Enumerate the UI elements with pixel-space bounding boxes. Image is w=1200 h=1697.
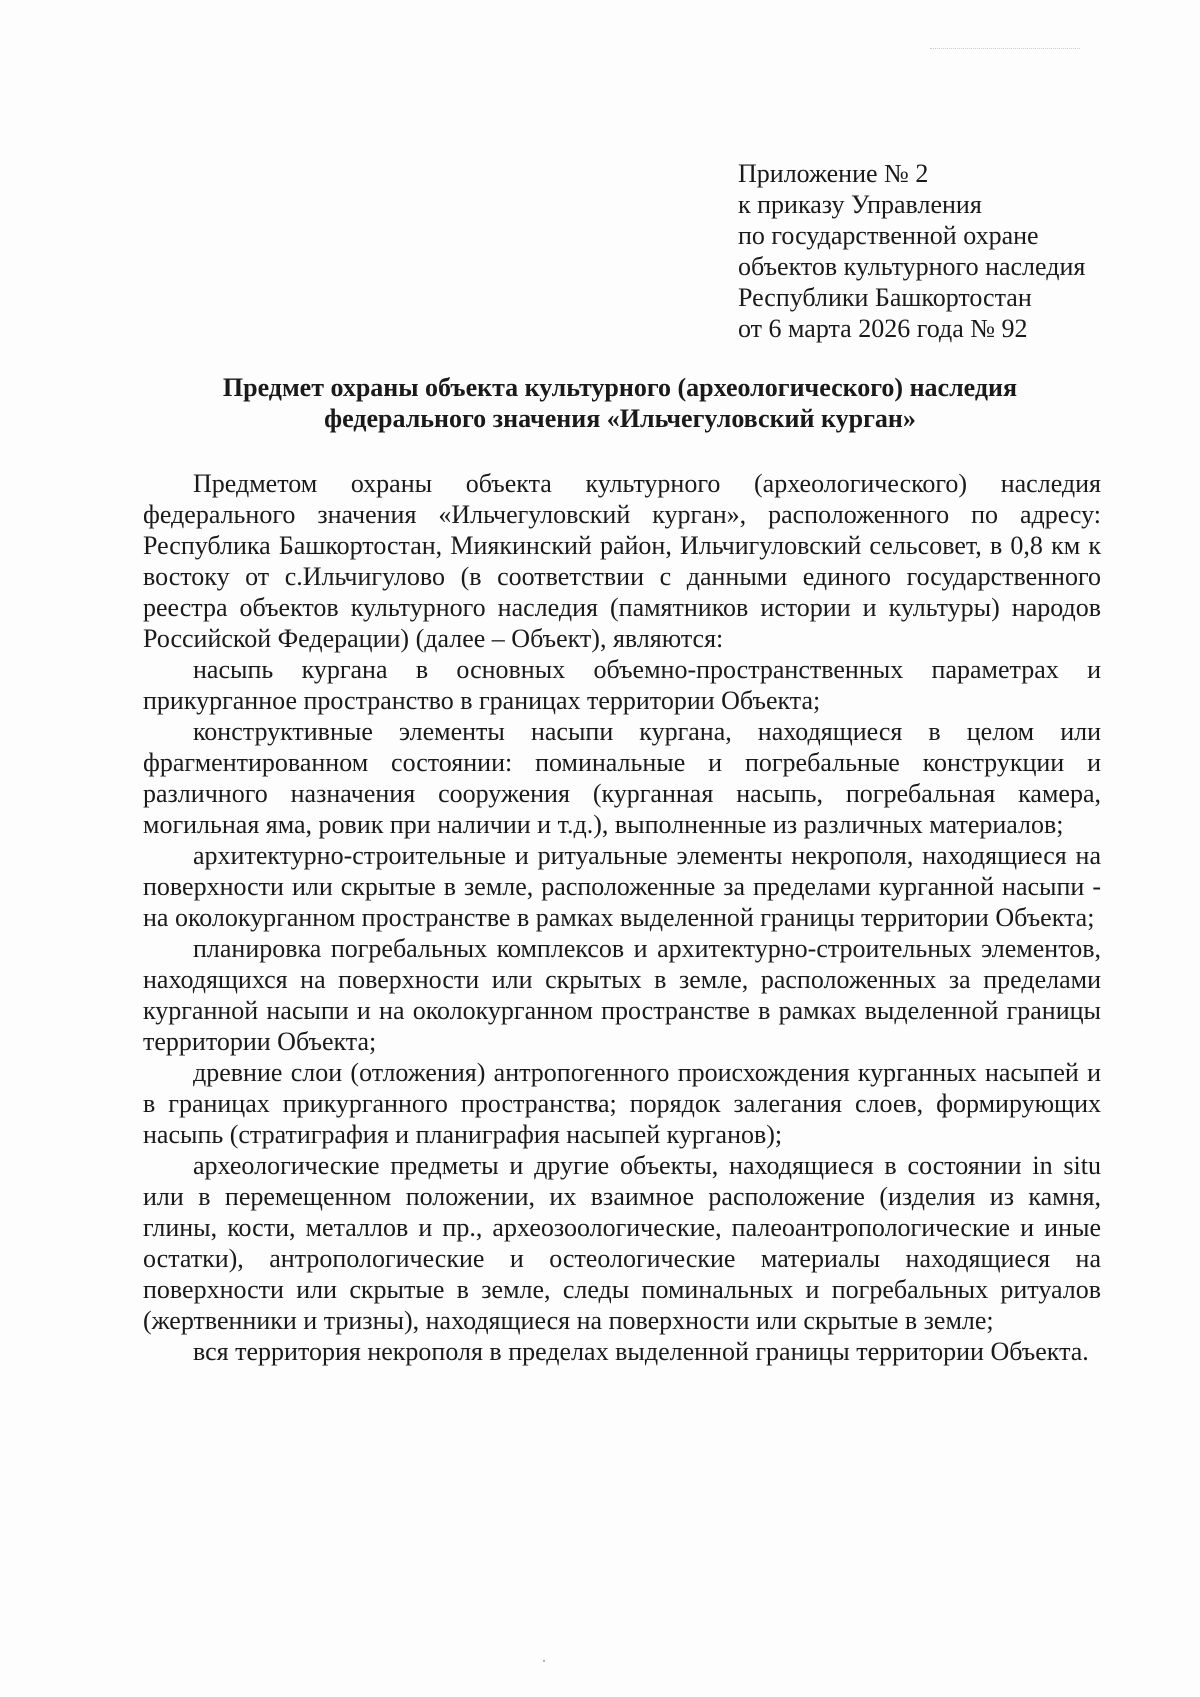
- appendix-line: к приказу Управления: [738, 190, 982, 219]
- scan-artifact-dot: [543, 1660, 545, 1662]
- appendix-line: по государственной охране: [738, 221, 1039, 250]
- appendix-line: Республики Башкортостан: [738, 283, 1032, 312]
- appendix-line: объектов культурного наследия: [738, 252, 1086, 281]
- document-title: [140, 372, 1100, 434]
- title-line: федерального значения «Ильчегуловский курган»: [324, 404, 916, 433]
- list-item: древние слои (отложения) антропогенного происхождения курганных насыпей и в границах прикурганного пространства; порядок залегания слоев, формирующих насыпь (стратиграфия и планиграфия насыпей курганов);: [143, 1058, 1101, 1149]
- appendix-line: Приложение № 2: [738, 159, 929, 188]
- title-line: Предмет охраны объекта культурного (археологического) наследия: [222, 373, 1018, 402]
- list-item: археологические предметы и другие объекты, находящиеся в состоянии in situ или в перемещенном положении, их взаимное расположение (изделия из камня, глины, кости, металлов и пр., археозоологические, палеоантропологические и иные остатки), антропологические и остеологические материалы находящиеся на поверхности или скрытые в земле, следы поминальных и погребальных ритуалов (жертвенники и тризны), находящиеся на поверхности или скрытые в земле;: [143, 1151, 1101, 1335]
- appendix-line: от 6 марта 2026 года № 92: [738, 314, 1028, 343]
- list-item: архитектурно-строительные и ритуальные элементы некрополя, находящиеся на поверхности или скрытые в земле, расположенные за пределами курганной насыпи - на околокурганном пространстве в рамках выделенной границы территории Объекта;: [143, 841, 1101, 932]
- appendix-block: [738, 158, 1178, 344]
- list-item: планировка погребальных комплексов и архитектурно-строительных элементов, находящихся на поверхности или скрытых в земле, расположенных за пределами курганной насыпи и на околокурганном пространстве в рамках выделенной границы территории Объекта;: [143, 934, 1101, 1056]
- list-item: насыпь кургана в основных объемно-пространственных параметрах и прикурганное пространство в границах территории Объекта;: [143, 655, 1101, 715]
- intro-paragraph: Предметом охраны объекта культурного (археологического) наследия федерального значения «Ильчегуловский курган», расположенного по адресу: Республика Башкортостан, Миякинский район, Ильчигуловский сельсовет, в 0,8 км к востоку от с.Ильчигулово (в соответствии с данными единого государственного реестра объектов культурного наследия (памятников истории и культуры) народов Российской Федерации) (далее – Объект), являются:: [143, 469, 1101, 653]
- list-item: вся территория некрополя в пределах выделенной границы территории Объекта.: [193, 1337, 1089, 1366]
- scan-artifact-top: [930, 48, 1080, 51]
- list-item: конструктивные элементы насыпи кургана, находящиеся в целом или фрагментированном состоянии: поминальные и погребальные конструкции и различного назначения сооружения (курганная насыпь, погребальная камера, могильная яма, ровик при наличии и т.д.), выполненные из различных материалов;: [143, 717, 1101, 839]
- document-body: [143, 468, 1101, 1367]
